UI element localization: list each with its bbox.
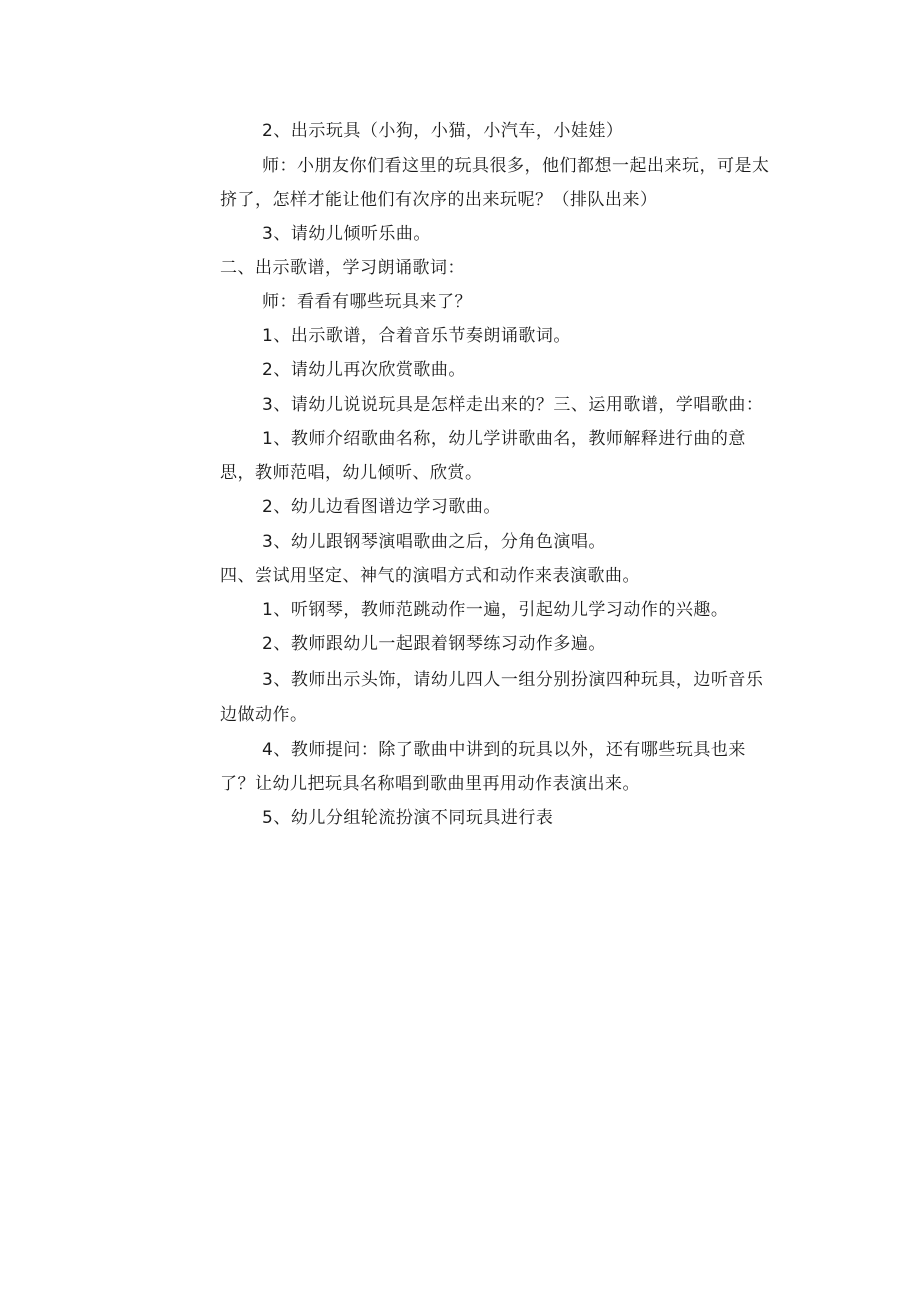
text-line: 3、幼儿跟钢琴演唱歌曲之后，分角色演唱。 — [262, 532, 606, 552]
text-line: 1、听钢琴，教师范跳动作一遍，引起幼儿学习动作的兴趣。 — [262, 600, 729, 620]
text-line: 2、教师跟幼儿一起跟着钢琴练习动作多遍。 — [262, 634, 606, 654]
text-line: 挤了，怎样才能让他们有次序的出来玩呢？（排队出来） — [220, 190, 658, 210]
text-line: 3、请幼儿倾听乐曲。 — [262, 224, 431, 244]
text-line: 2、出示玩具（小狗，小猫，小汽车，小娃娃） — [262, 121, 624, 141]
text-line: 3、教师出示头饰，请幼儿四人一组分别扮演四种玩具，边听音乐 — [262, 670, 764, 690]
text-line: 了？让幼儿把玩具名称唱到歌曲里再用动作表演出来。 — [220, 774, 640, 794]
text-line: 5、幼儿分组轮流扮演不同玩具进行表 — [262, 808, 554, 828]
text-line: 思，教师范唱，幼儿倾听、欣赏。 — [220, 463, 483, 483]
text-line: 师：小朋友你们看这里的玩具很多，他们都想一起出来玩，可是太 — [262, 156, 770, 176]
text-line: 4、教师提问：除了歌曲中讲到的玩具以外，还有哪些玩具也来 — [262, 740, 746, 760]
text-line: 3、请幼儿说说玩具是怎样走出来的？三、运用歌谱，学唱歌曲： — [262, 395, 764, 415]
text-line: 1、教师介绍歌曲名称，幼儿学讲歌曲名，教师解释进行曲的意 — [262, 429, 746, 449]
text-line: 2、幼儿边看图谱边学习歌曲。 — [262, 497, 501, 517]
section-heading: 二、出示歌谱，学习朗诵歌词： — [220, 258, 465, 278]
section-heading: 四、尝试用坚定、神气的演唱方式和动作来表演歌曲。 — [220, 566, 640, 586]
text-line: 2、请幼儿再次欣赏歌曲。 — [262, 360, 466, 380]
text-line: 边做动作。 — [220, 705, 308, 725]
text-line: 1、出示歌谱，合着音乐节奏朗诵歌词。 — [262, 326, 571, 346]
text-line: 师：看看有哪些玩具来了？ — [262, 292, 472, 312]
